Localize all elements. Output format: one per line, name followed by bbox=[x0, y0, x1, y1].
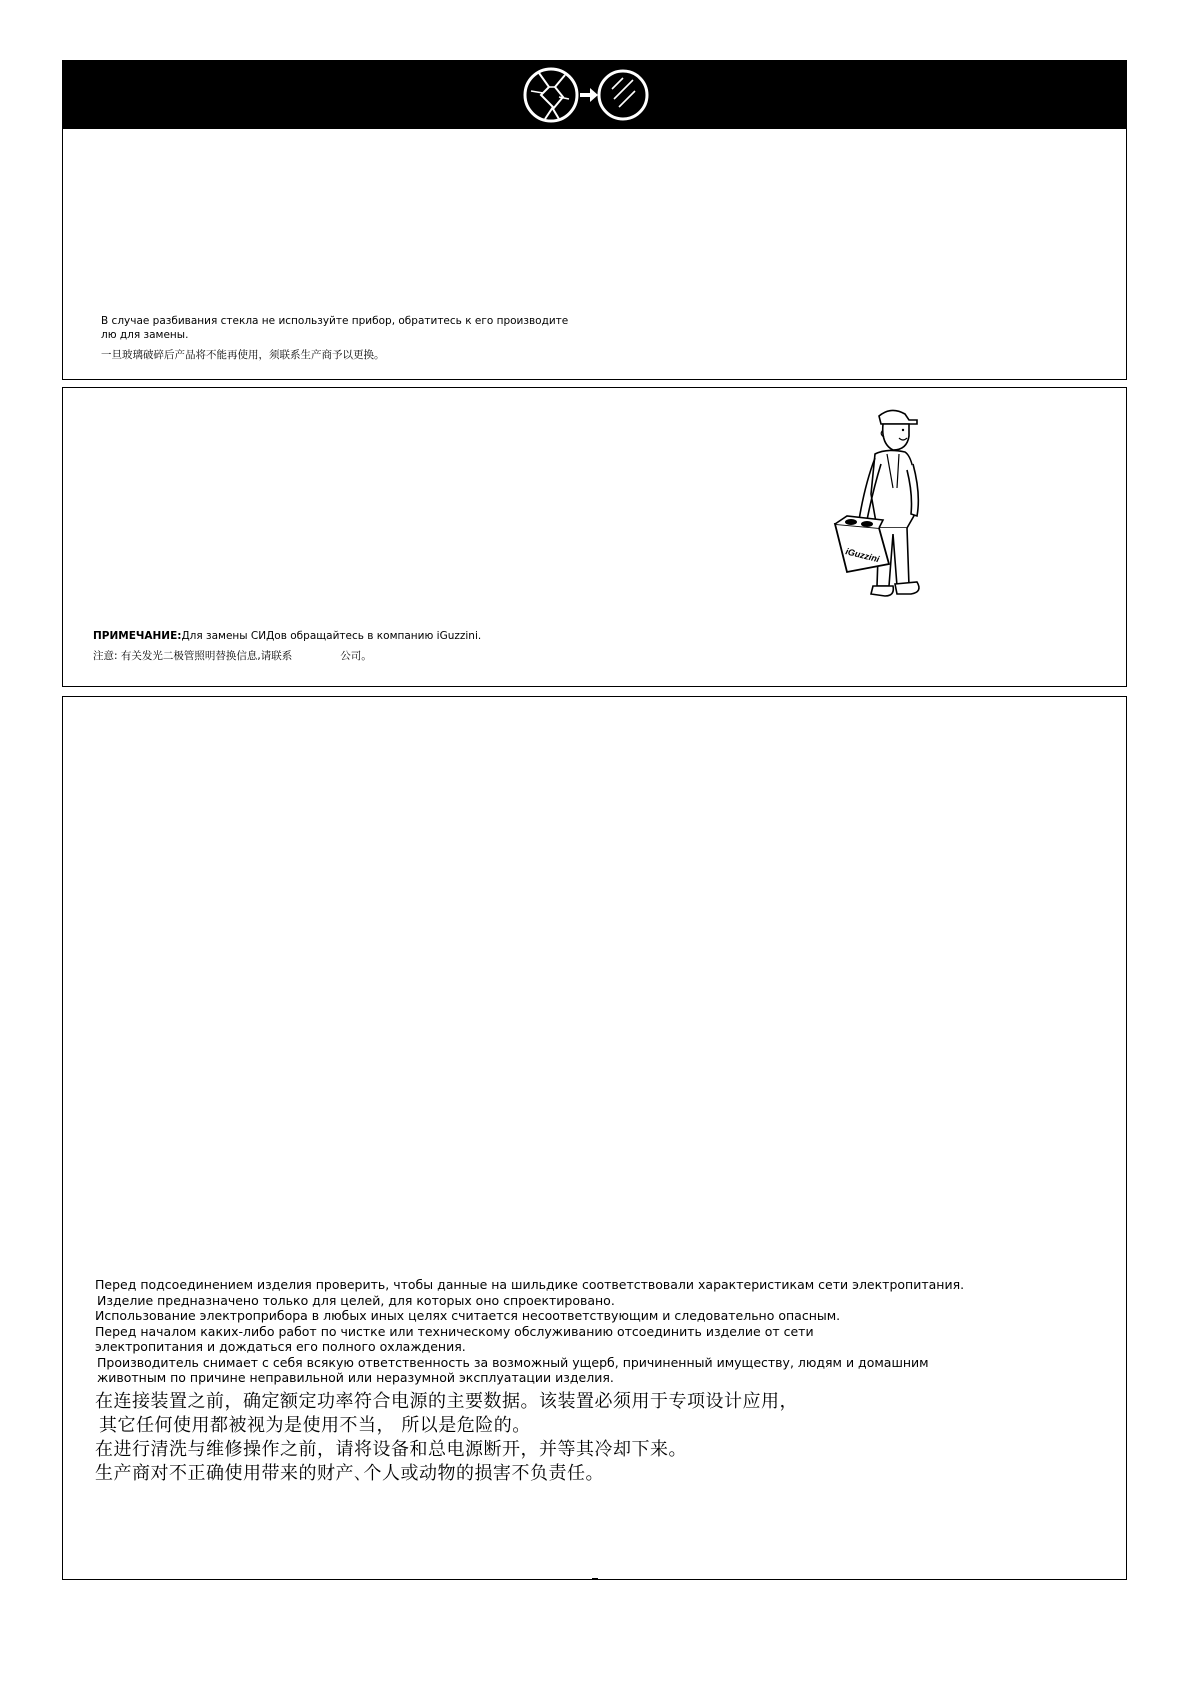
toolbox-brand: iGuzzini bbox=[844, 546, 881, 565]
safety-zh-line: 在进行清洗与维修操作之前，请将设备和总电源断开，并等其冷却下来。 bbox=[95, 1439, 687, 1460]
safety-ru-line: Перед подсоединением изделия проверить, чтобы данные на шильдике соответствовали характеристикам сети электропитания. bbox=[95, 1277, 965, 1292]
safety-zh-line: 在连接装置之前，确定额定功率符合电源的主要数据。该装置必须用于专项设计应用， bbox=[95, 1391, 798, 1412]
led-note-zh-prefix: 注意: 有关发光二极管照明替换信息,请联系 bbox=[93, 650, 293, 662]
safety-ru-line: Использование электроприбора в любых иных целях считается несоответствующим и следовательно опасным. bbox=[95, 1308, 841, 1323]
safety-ru-line: Изделие предназначено только для целей, для которых оно спроектировано. bbox=[97, 1293, 615, 1308]
led-note-zh bbox=[93, 650, 372, 663]
safety-ru-line: Производитель снимает с себя всякую ответственность за возможный ущерб, причиненный имуществу, людям и домашним bbox=[97, 1355, 929, 1370]
technician-with-toolbox-icon bbox=[827, 404, 937, 604]
safety-ru-line: Перед началом каких-либо работ по чистке или техническому обслуживанию отсоединить изделие от сети bbox=[95, 1324, 814, 1339]
page-footer-mark bbox=[592, 1578, 598, 1580]
safety-ru-line: электропитания и дождаться его полного охлаждения. bbox=[95, 1339, 466, 1354]
safety-ru-line: животным по причине неправильной или неразумной эксплуатации изделия. bbox=[97, 1370, 614, 1385]
safety-instructions-panel bbox=[62, 696, 1127, 1580]
led-note-zh-suffix: 公司。 bbox=[340, 650, 372, 662]
broken-glass-replace-icon bbox=[519, 65, 649, 125]
glass-warning-zh-line: 一旦玻璃破碎后产品将不能再使用，须联系生产商予以更换。 bbox=[101, 349, 385, 361]
safety-zh-line: 其它任何使用都被视为是使用不当， 所以是危险的。 bbox=[99, 1415, 531, 1436]
led-replacement-panel bbox=[62, 387, 1127, 687]
glass-warning-ru-line1: В случае разбивания стекла не используйте прибор, обратитесь к его производите bbox=[101, 315, 569, 327]
led-note-label: ПРИМЕЧАНИЕ: bbox=[93, 630, 182, 642]
header-bar bbox=[63, 61, 1126, 129]
glass-warning-ru-line2: лю для замены. bbox=[101, 329, 189, 341]
led-note-text: Для замены СИДов обращайтесь в компанию iGuzzini. bbox=[181, 630, 482, 642]
safety-zh-line: 生产商对不正确使用带来的财产､个人或动物的损害不负责任。 bbox=[95, 1463, 604, 1484]
led-note-ru bbox=[93, 630, 481, 643]
glass-warning-panel bbox=[62, 60, 1127, 380]
